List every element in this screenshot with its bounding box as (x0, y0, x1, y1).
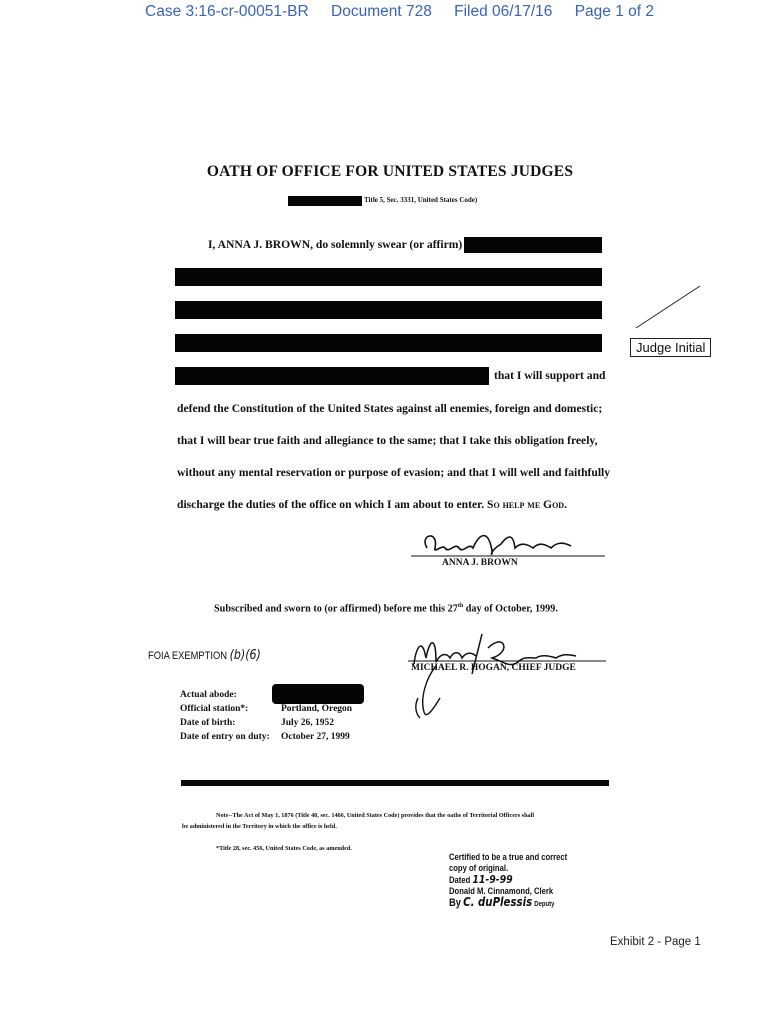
case-number: Case 3:16-cr-00051-BR (145, 3, 309, 20)
judge-initial-box: Judge Initial (630, 338, 711, 357)
document-subtitle: Title 5, Sec. 3331, United States Code) (364, 196, 478, 204)
birth-value: July 26, 1952 (281, 718, 335, 728)
birth-label: Date of birth: (180, 718, 236, 728)
entry-value: October 27, 1999 (281, 732, 350, 742)
redaction-bar (272, 684, 364, 704)
stamp-dated-label: Dated (449, 875, 471, 885)
redaction-bar (175, 301, 602, 319)
exhibit-label: Exhibit 2 - Page 1 (610, 936, 701, 948)
subscribed-line (214, 603, 558, 614)
michael-hogan-signature (400, 628, 610, 728)
oath-line-2: that I will support and (494, 369, 606, 382)
stamp-line-4: Donald M. Cinnamond, Clerk (449, 886, 554, 896)
redaction-bar (288, 196, 362, 206)
foia-label: FOIA EXEMPTION (148, 650, 227, 662)
document-number: Document 728 (331, 3, 432, 20)
stamp-deputy-label: Deputy (534, 901, 555, 908)
oath-line-4: that I will bear true faith and allegiance to the same; that I take this obligation freely, (177, 434, 598, 447)
redaction-bar (175, 334, 602, 352)
redaction-bar (175, 268, 602, 286)
filed-date: Filed 06/17/16 (454, 3, 553, 20)
redaction-bar (464, 237, 602, 253)
station-label: Official station*: (180, 704, 249, 714)
stamp-by-value: C. duPlessis (463, 895, 533, 909)
oath-line-6-text: discharge the duties of the office on which I am about to enter. (177, 498, 485, 511)
redaction-bar (175, 367, 489, 385)
foia-code: (b)(6) (229, 648, 261, 663)
certification-stamp (449, 852, 567, 910)
station-value: Portland, Oregon (281, 704, 353, 714)
so-help-me-god: So help me God. (487, 498, 567, 511)
ordinal-suffix: th (457, 603, 464, 609)
note-line-1: Note--The Act of May 1, 1876 (Title 48, sec. 1466, United States Code) provides that the oaths of Territorial Officers shall (216, 812, 535, 819)
stamp-line-5 (449, 897, 567, 910)
foia-exemption (148, 648, 261, 663)
oath-line-5: without any mental reservation or purpose of evasion; and that I will well and faithfully (177, 466, 611, 479)
stamp-by-label: By (449, 897, 461, 909)
stamp-line-3 (449, 874, 567, 886)
stamp-dated-value: 11-9-99 (472, 873, 513, 886)
note-line-2: be administered in the Territory in which the office is held. (182, 823, 337, 830)
signer-name-anna-brown: ANNA J. BROWN (442, 558, 518, 568)
oath-line-3: defend the Constitution of the United States against all enemies, foreign and domestic; (177, 402, 603, 415)
subscribed-text: Subscribed and sworn to (or affirmed) before me this 27 (214, 603, 458, 615)
footnote: *Title 28, sec. 456, United States Code, as amended. (216, 845, 352, 852)
stamp-line-1: Certified to be a true and correct (449, 852, 568, 862)
abode-label: Actual abode: (180, 690, 237, 700)
stamp-line-2: copy of original. (449, 863, 509, 873)
oath-line-1: I, ANNA J. BROWN, do solemnly swear (or affirm) (208, 238, 463, 251)
page-indicator: Page 1 of 2 (574, 3, 654, 20)
divider-rule (181, 780, 609, 786)
document-title: OATH OF OFFICE FOR UNITED STATES JUDGES (206, 163, 574, 180)
signer-name-michael-hogan: MICHAEL R. HOGAN, CHIEF JUDGE (411, 663, 576, 673)
entry-label: Date of entry on duty: (180, 732, 270, 742)
oath-line-6 (177, 498, 567, 511)
initial-slash-mark (634, 282, 704, 332)
court-header (145, 3, 672, 21)
subscribed-date: day of October, 1999. (463, 603, 558, 615)
